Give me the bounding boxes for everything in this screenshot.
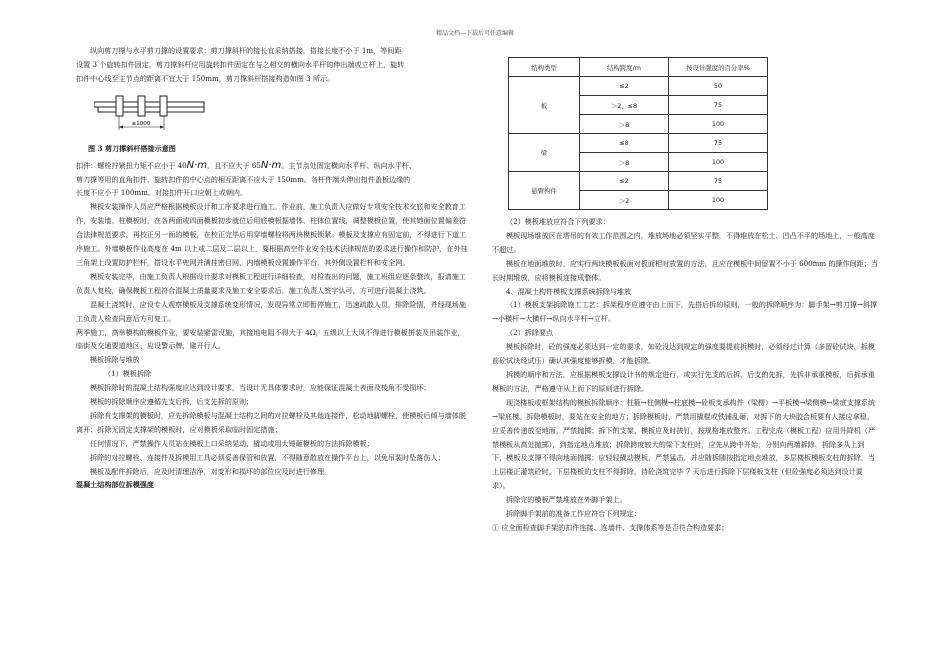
table-cell: ≤8	[580, 134, 669, 153]
paragraph: 模板在地面堆放时，应实行两块模板板面对板面相对放置的方法，且应在模板中间留置不小于 600mm 的操作间距；当长时期堆放，应将模板连接成整体。	[492, 258, 878, 282]
text-span: 。主节点处固定横向水平杆、纵向水平杆、	[281, 160, 417, 170]
paragraph: 拆除脚手架前的准备工作应符合下列规定：	[506, 509, 641, 519]
paragraph: 模板的拆除顺序应遵循先支后拆，后支先拆的原则；	[90, 397, 254, 407]
table-cell: 75	[669, 96, 768, 115]
table-cell: 100	[669, 191, 768, 210]
table-cell: ＞2，≤8	[580, 96, 669, 115]
dimension-label: ≥1000	[131, 120, 151, 127]
right-column	[492, 215, 878, 535]
table-cell: 100	[669, 115, 768, 134]
text-span: 扣件：螺栓拧紧扭力矩不应小于 40	[76, 160, 187, 170]
table-cell-type: 悬臂构件	[509, 172, 580, 210]
paragraph: 任何情况下，严禁操作人员站在模板上口采纳晃动、撬动或用大锤砸模板的方法拆除模板；	[90, 438, 374, 448]
table-cell: ≤2	[580, 77, 669, 96]
unit-symbol: N·m	[260, 159, 282, 171]
paragraph: 现浇楼板或框架结构的模板拆除顺序：柱箍→柱侧模→柱底模→砼板支承构件（梁楞）→平板模→梁侧模→梁底支撑系统→梁底模。拆除模板时，要站在安全的地方；拆除模板时，严禁用撬棍或铁锤乱砸，对拆下的大块胶合板要有人接应拿稳，应妥善传递放至地面，严禁抛掷；拆下的支架、模板应及时拔钉，按规格堆放整齐。工程完成（模板工程）应用升降机（严禁模板从高处抛掷），到指定地点堆放；拆除跨度较大的梁下支柱时，应先从跨中开始，分别向两端拆除，拆除多从上到下，模板及支撑不得向地面抛掷；应轻轻撬动模板，严禁猛击，并应随拆随按指定地点堆放，多层楼板模板支柱的拆除，当上层楼正灌筑砼时，下层楼板的支柱不得拆除，待砼浇筑完毕 7 天后进行拆除下层楼板支柱（但砼强度必须达到设计要求）。	[492, 397, 876, 491]
strength-table	[508, 57, 768, 210]
paragraph: 模板现场堆放区在塔吊的有效工作范围之内，堆放场地必须坚实平整，不得堆放在松土、凹凸不平的场地上，一般高度不超过。	[492, 230, 875, 254]
paragraph: 扣件中心线至主节点的距离不宜大于 150mm，剪刀撑斜杆搭接构造如图 3 所示。	[76, 73, 335, 83]
table-title: 混凝土结构部位拆模强度	[76, 480, 155, 490]
table-row	[509, 172, 768, 191]
paragraph: 拆模的顺序和方法，应根据模板支撑设计书的规定进行，或实行先支的后拆，后支的先拆，先拆非承重模板，后拆承重模板的方法，严格遵守从上而下的原则进行拆除。	[492, 369, 875, 393]
page-header: 精品文档---下载后可任意编辑	[435, 30, 515, 37]
table-cell-type: 梁	[509, 134, 580, 172]
table-cell: 100	[669, 153, 768, 172]
table-cell: ＞2	[580, 191, 669, 210]
paragraph: 模板安装完毕，由施工负责人根据设计要求对模板工程进行详细检查，对检查出的问题，施工班组应逐条整改，报请施工负责人复检，确保模板工程符合混凝土质量要求及施工安全要求后，施工负责人签字认可，方可进行混凝土浇筑。	[76, 271, 466, 295]
paragraph: 长度不应小于 100mm。对接扣件开口应朝上或朝内。	[76, 188, 248, 198]
figure-scissor-brace	[76, 92, 471, 142]
table-header: 按设计强度的百分率%	[669, 58, 768, 77]
paragraph: 纵向剪刀撑与水平剪刀撑的设置要求：剪刀撑斜杆的接长宜采纳搭接，搭接长度不小于 1m，等间距	[90, 46, 402, 55]
table-cell: 50	[669, 77, 768, 96]
table-cell: ≤2	[580, 172, 669, 191]
subsection-heading: （2）拆除要点	[506, 328, 554, 338]
table-cell: 75	[669, 134, 768, 153]
table-cell: ＞8	[580, 115, 669, 134]
table-cell: 75	[669, 172, 768, 191]
paragraph: 模板安装操作人员应严格根据模板设计和工序要求进行施工。作业前，施工负责人应做好专项安全技术交底和安全教育工作，安装墙、柱模板时，在各两面或四面模板初步就位后用底模根据墙体、柱体位置线，调整模板位置，使其她面位置偏差符合法律规范要求，再校正另一面的模板，在校正完毕后用穿墙螺栓将两块模板锁紧。模板及支撑应有固定前，不得进行下道工序施工。外墙模板作业高度在 4m 以上或二层及二层以上，要根据高空作业安全技术法律规范的要求进行操作和防护，在外挂三角架上设置防护栏杆，搭设水平兜网并满挂密目网，内墙模板设置操作平台，其外侧设置栏杆和安全网。	[76, 202, 468, 267]
unit-symbol: N·m	[186, 159, 207, 171]
table-header: 结构跨度/m	[580, 58, 669, 77]
table-cell: ＞8	[580, 153, 669, 172]
left-column	[76, 44, 471, 492]
paragraph: 拆除的对拉螺栓、连接件及拆模用工具必须妥善保管和放置，不得随意散放在操作平台上，以免吊装时坠落伤人；	[90, 452, 445, 462]
paragraph: 拆除有支撑架的模板时，应先拆除模板与混凝土结构之间的对拉螺栓及其他连接件，松动地脚螺栓，使模板后倾与墙体脱离开；拆除无固定支撑架的模板时，应对模板采取临时固定措施；	[76, 410, 466, 434]
paragraph: （1）模板支架拆除施工工艺：拆架程序应遵守由上而下，先搭后拆的原则，一般的拆除顺序为：脚手架→剪刀撑→斜撑→小横杆→大横杆→纵向水平杆→立杆。	[492, 300, 878, 324]
paragraph: 剪刀撑等用的直角扣件、旋转扣件的中心点的相互距离不应大于 150mm。各杆件端头伸出扣件盖板边缘的	[76, 174, 411, 184]
paragraph: 混凝土浇筑时，应设专人观察模板及支撑系统变形情况，发现异常立即暂停施工，迅速疏散人员，排除险情，并经现场施工负责人检查同意后方可复工。	[76, 299, 466, 323]
table-cell-type: 板	[509, 77, 580, 134]
table-row	[509, 77, 768, 96]
section-heading: 4、混凝土构件模板支撑系统拆除与堆放	[506, 286, 632, 296]
paragraph: ① 应全面检查脚手架的扣件连接、连墙件、支撑体系等是否符合构造要求；	[492, 522, 729, 532]
paragraph: 模板及配件拆除后，应及时清理洁净，对变形和损坏的部位应及时进行修理。	[90, 466, 332, 476]
subsection-heading: （2）模板堆放应符合下列要求：	[506, 217, 610, 226]
table-row	[509, 134, 768, 153]
paragraph: 模板拆除时，砼的强度必须达到一定的要求，如砼没达到规定的强度要提前拆模时，必须经过计算（多留砼试块，拆模前砼试块经试压）确认其强度能够拆模，才能拆除。	[492, 342, 875, 366]
table-header: 结构类型	[509, 58, 580, 77]
paragraph: 两季施工，高举模构的模板作业，要安装避雷设施，其接地电阻不得大于 4Ω，五级以上大风不得进行模板拼装及吊装作业，临街及交通要道地区，应设警示牌，避开行人。	[76, 327, 465, 351]
section-heading: 模板拆除与堆放	[90, 355, 140, 365]
paragraph: 拆除完的模板严禁堆放在外脚手架上。	[506, 495, 627, 505]
paragraph: 设置 3 个旋转扣件固定，剪刀撑斜杆应用旋转扣件固定在与之相交的横向水平杆的伸出端或立杆上，旋转	[76, 59, 405, 69]
scissor-brace-diagram	[94, 92, 214, 140]
subsection-heading: （1）模板拆除	[104, 369, 152, 379]
paragraph: 模板拆除时的混凝土结构强度应达到设计要求，当设计无具体要求时，应能保证混凝土表面及棱角不受损坏；	[90, 383, 431, 393]
paragraph-fastener	[76, 159, 471, 173]
text-span: ，且不应大于 65	[207, 160, 261, 170]
table-header-row	[509, 58, 768, 77]
figure-caption: 图 3 剪刀撑斜杆搭接示意图	[88, 143, 176, 153]
